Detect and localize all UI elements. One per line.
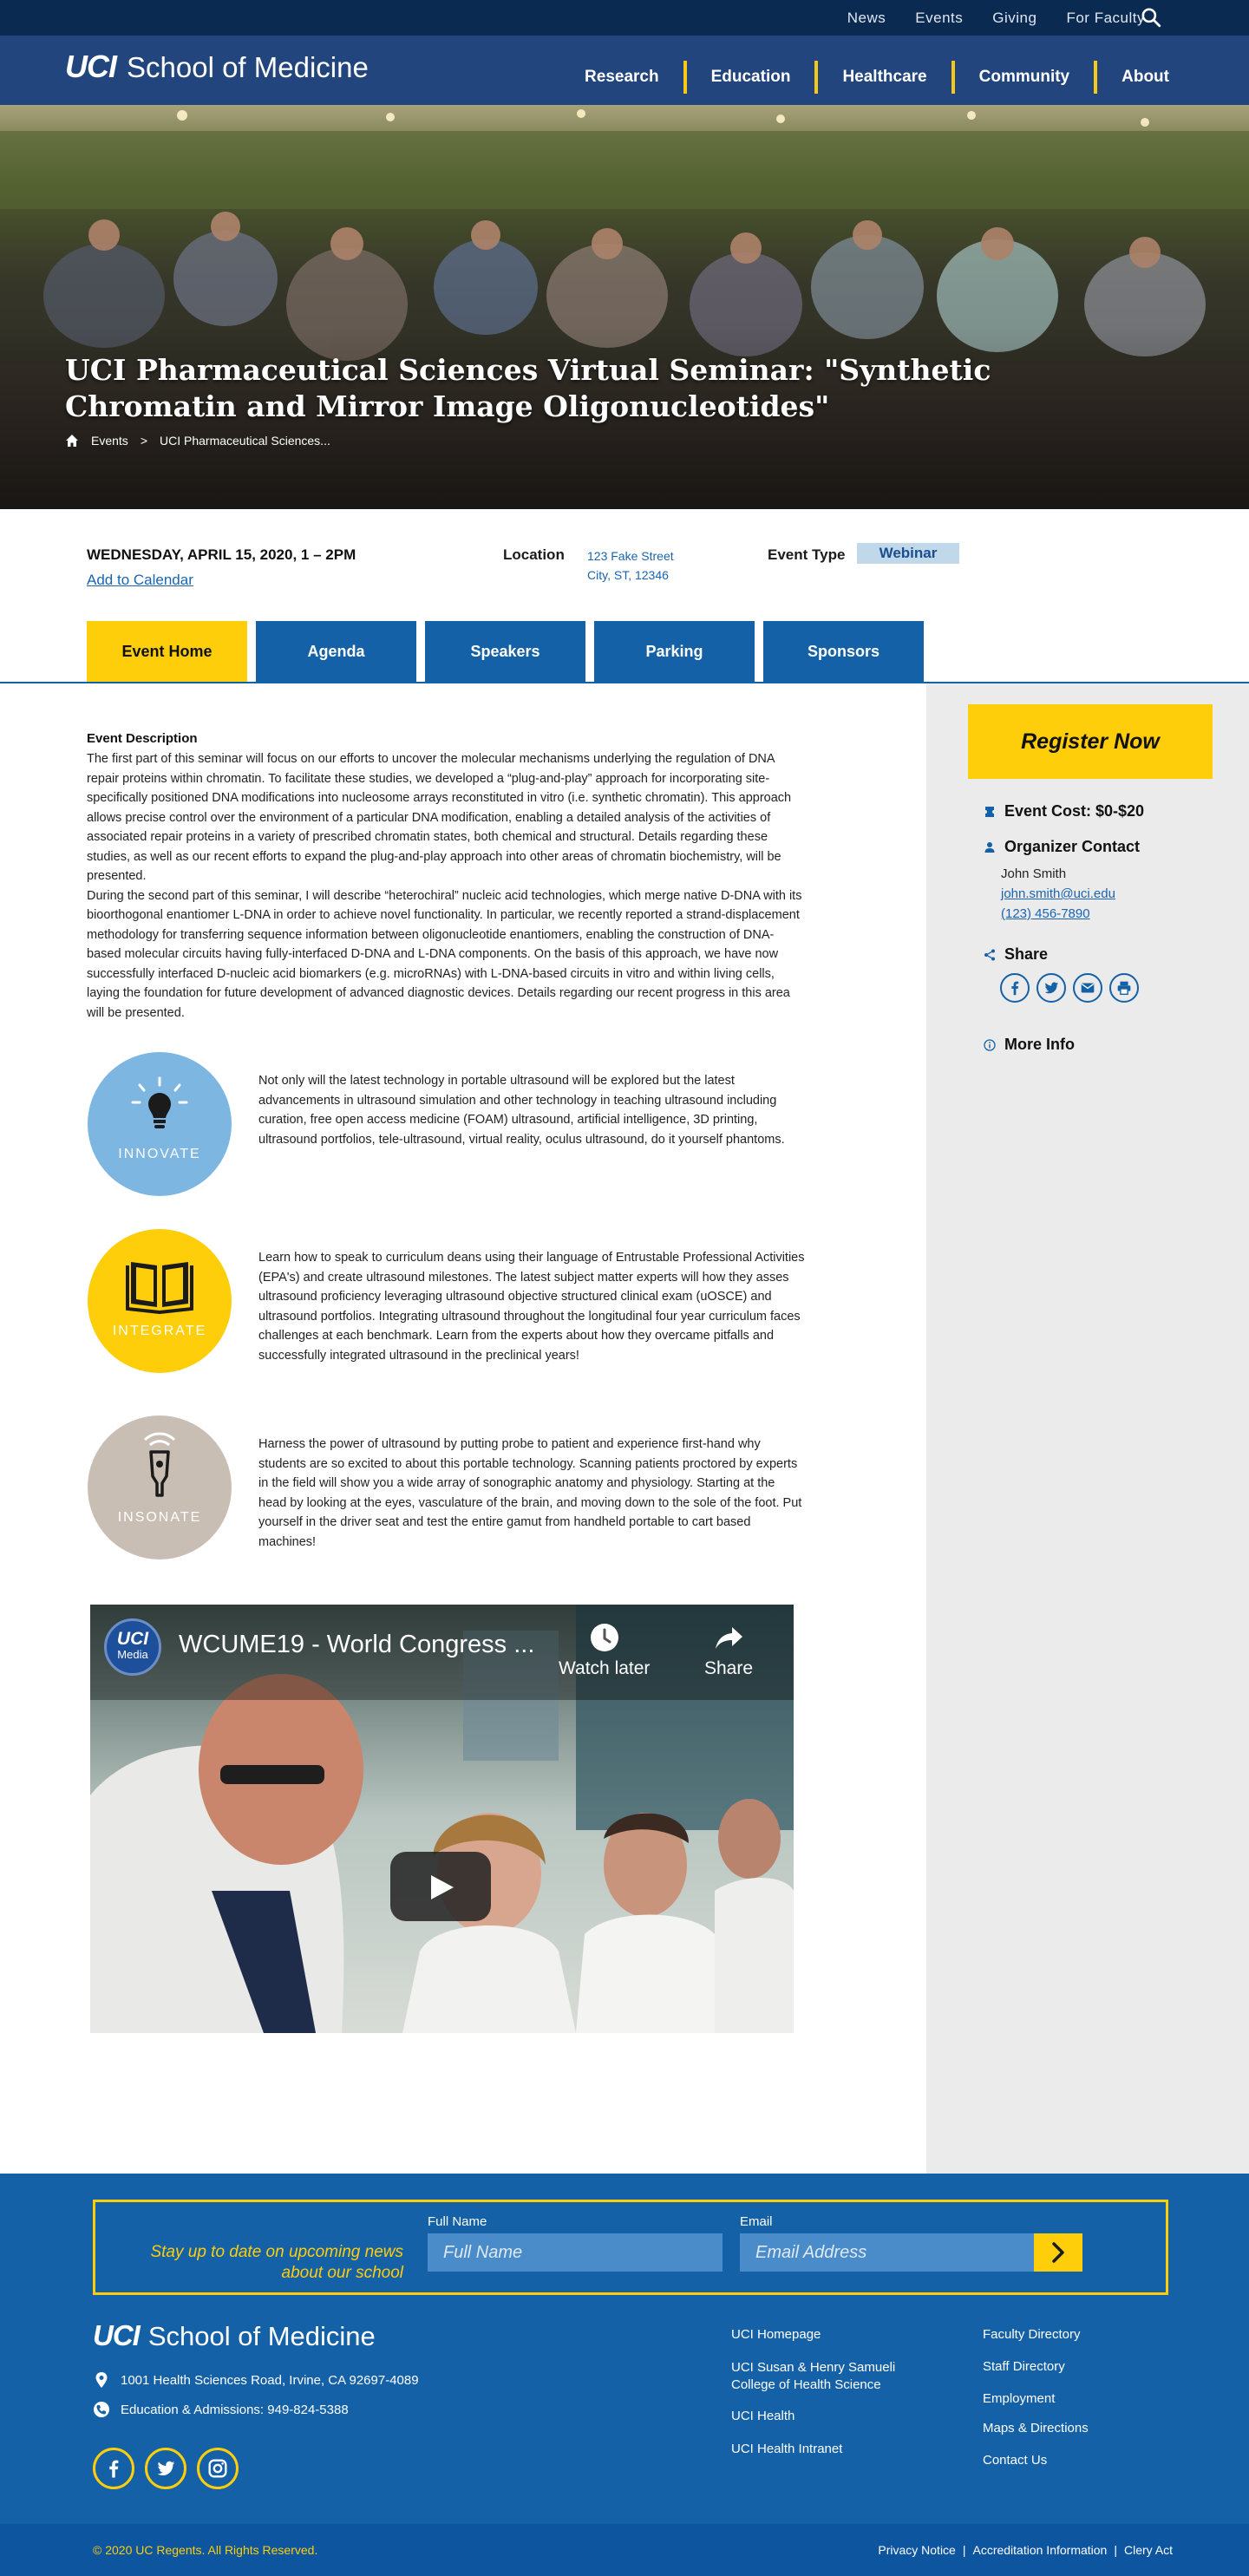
insonate-text: Harness the power of ultrasound by putting probe to patient and experience first-hand why students are so excited to about this portable technology. Scanning patients proctored by experts in the field will show you a wide array of sonographic anatomy and physiology. Starting at the head by looking at the eyes, vasculature of the brain, and moving down to the sole of the foot. Put yourself in the driver seat and test the entire gamut from handheld portable to cart based machines! [258, 1437, 802, 1549]
breadcrumb [65, 434, 330, 448]
add-to-calendar-link[interactable]: Add to Calendar [87, 572, 193, 588]
email-input[interactable]: Email Address [740, 2233, 1034, 2272]
location-label: Location [503, 546, 565, 563]
channel-avatar-line-2: Media [117, 1648, 148, 1661]
primary-nav [560, 61, 1169, 94]
organizer-phone-link[interactable]: (123) 456-7890 [1001, 906, 1090, 921]
footer-link-maps-directions[interactable]: Maps & Directions [983, 2421, 1089, 2435]
tab-parking[interactable]: Parking [594, 621, 755, 682]
twitter-icon [1042, 978, 1061, 997]
event-date: WEDNESDAY, APRIL 15, 2020, 1 – 2PM [87, 546, 356, 563]
footer-links-col-2 [983, 2326, 1156, 2469]
tab-event-home[interactable]: Event Home [87, 621, 247, 682]
ultrasound-probe-icon [88, 1415, 232, 1559]
legal-separator: | [1114, 2543, 1117, 2557]
phone-icon [93, 2401, 110, 2418]
insonate-label: INSONATE [117, 1510, 202, 1525]
footer-admissions-text: Education & Admissions: 949-824-5388 [121, 2402, 349, 2417]
footer-links-col-1 [731, 2326, 931, 2458]
ticket-icon [984, 806, 996, 818]
home-icon[interactable] [65, 434, 79, 448]
video-thumbnail [90, 1605, 794, 2033]
newsletter-submit-button[interactable] [1034, 2233, 1082, 2272]
organizer-email-link[interactable]: john.smith@uci.edu [1001, 886, 1115, 901]
description-paragraph: During the second part of this seminar, I will describe “heterochiral” nucleic acid technologies, which merge native D-DNA with its bioorthogonal enantiomer L-DNA in order to achieve novel functionality. In particular, we recently reported a strand-displacement methodology for transferring sequence information between oligonucleotide enantiomers, enabling the construction of DNA-based molecular circuits having fully-interfaced D-DNA and L-DNA components. On the basis of this approach, we have now successfully interfaced D-nucleic acid biomarkers (e.g. microRNAs) with L-DNA-based circuits in vitro and within living cells, laying the foundation for future development of advanced diagnostic devices. Details regarding our recent progress in this area will be presented. [87, 888, 802, 1020]
map-pin-icon [93, 2371, 110, 2389]
share-arrow-icon [713, 1622, 744, 1653]
footer-logo[interactable] [93, 2319, 376, 2352]
hero-photo [0, 105, 1249, 509]
full-name-input[interactable]: Full Name [428, 2233, 723, 2272]
main-header [0, 36, 1249, 105]
sidebar [926, 683, 1249, 2174]
clock-icon [589, 1622, 620, 1653]
location-line-1: 123 Fake Street [587, 549, 674, 563]
video-channel-avatar[interactable] [104, 1618, 161, 1676]
location-line-2: City, ST, 12346 [587, 568, 669, 582]
event-description [87, 749, 802, 1023]
utility-link-news[interactable]: News [847, 9, 886, 26]
share-email-button[interactable] [1073, 973, 1102, 1003]
event-tabs [87, 621, 924, 682]
share-facebook-button[interactable] [1000, 973, 1030, 1003]
site-logo[interactable] [65, 49, 369, 85]
breadcrumb-current: UCI Pharmaceutical Sciences... [160, 434, 330, 448]
tab-agenda[interactable]: Agenda [256, 621, 416, 682]
event-cost-text: Event Cost: $0-$20 [1004, 802, 1145, 820]
more-info-link[interactable] [984, 1036, 1075, 1054]
utility-link-events[interactable]: Events [915, 9, 964, 26]
footer-address-text: 1001 Health Sciences Road, Irvine, CA 92697-4089 [121, 2372, 419, 2388]
share-heading [984, 945, 1048, 964]
footer-social-links [93, 2448, 239, 2489]
event-type-badge: Webinar [857, 543, 959, 564]
full-name-label: Full Name [428, 2214, 487, 2229]
logo-school-name: School of Medicine [127, 51, 369, 83]
innovate-label: INNOVATE [118, 1147, 201, 1161]
chevron-right-icon [1046, 2240, 1070, 2265]
email-label: Email [740, 2214, 773, 2229]
envelope-icon [1078, 978, 1097, 997]
share-icon [984, 949, 996, 961]
tab-sponsors[interactable]: Sponsors [763, 621, 924, 682]
hero-banner [0, 105, 1249, 509]
search-icon[interactable] [1140, 6, 1162, 29]
integrate-badge [88, 1229, 232, 1373]
accreditation-link[interactable]: Accreditation Information [972, 2543, 1108, 2557]
nav-community[interactable]: Community [978, 68, 1070, 86]
utility-link-for-faculty[interactable]: For Faculty [1066, 9, 1145, 26]
integrate-text: Learn how to speak to curriculum deans using their language of Entrustable Professional Activities (EPA's) and create ultrasound milestones. The latest subject matter experts will how they asses ultrasound proficiency leveraging ultrasound objective structured clinical exam (uOSCE) and ultrasound portfolios. Integrating ultrasound throughout the longitudinal four year curriculum faces challenges at each benchmark. Learn from the experts about how they overcame pitfalls and successfully integrated ultrasound in the preclinical years! [258, 1251, 805, 1363]
footer-address [93, 2371, 419, 2389]
page-title: UCI Pharmaceutical Sciences Virtual Seminar: "Synthetic Chromatin and Mirror Image Oligonucleotides" [65, 353, 991, 423]
footer-facebook-link[interactable] [93, 2448, 134, 2489]
nav-about[interactable]: About [1121, 68, 1169, 86]
description-paragraph: The first part of this seminar will focus on our efforts to uncover the molecular mechanisms underlying the regulation of DNA repair proteins within chromatin. To facilitate these studies, we developed a “plug-and-play” approach for incorporating site-specifically positioned DNA modifications into nucleosome arrays reconstituted in vitro (i.e. synthetic chromatin). This approach allows precise control over the environment of a particular DNA modification, enabling a detailed analysis of the activities of associated repair proteins in a variety of prescribed chromatin states, both chemical and structural. Details regarding these studies, as well as our recent efforts to expand the plug-and-play approach into other areas of chromatin biochemistry, will be presented. [87, 752, 792, 883]
printer-icon [1115, 978, 1134, 997]
open-book-icon [88, 1229, 232, 1373]
breadcrumb-separator: > [140, 434, 147, 448]
video-share-button[interactable] [704, 1622, 753, 1679]
facebook-icon [1005, 978, 1024, 997]
footer-twitter-link[interactable] [145, 2448, 186, 2489]
event-cost [984, 802, 1144, 821]
organizer-name: John Smith [1001, 866, 1067, 881]
footer-link-uci-homepage[interactable]: UCI Homepage [731, 2327, 821, 2342]
share-print-button[interactable] [1109, 973, 1139, 1003]
legal-separator: | [962, 2543, 966, 2557]
play-button[interactable] [390, 1852, 491, 1921]
utility-bar [0, 0, 1249, 36]
footer-link-uci-health-intranet[interactable]: UCI Health Intranet [731, 2442, 843, 2456]
channel-avatar-line-1: UCI [116, 1629, 149, 1649]
privacy-notice-link[interactable]: Privacy Notice [878, 2543, 956, 2557]
nav-healthcare[interactable]: Healthcare [842, 68, 927, 86]
logo-uci: UCI [65, 49, 116, 84]
person-icon [984, 841, 996, 853]
share-heading-text: Share [1004, 945, 1049, 963]
play-icon [428, 1873, 455, 1901]
footer-logo-uci: UCI [93, 2319, 140, 2351]
copyright-bar [0, 2524, 1249, 2576]
register-now-button[interactable]: Register Now [968, 704, 1213, 779]
newsletter-prompt: Stay up to date on upcoming news about our school [150, 2243, 403, 2282]
watch-later-label: Watch later [559, 1658, 651, 1678]
clery-act-link[interactable]: Clery Act [1123, 2543, 1173, 2557]
twitter-icon [154, 2456, 178, 2481]
more-info-text: More Info [1004, 1036, 1075, 1053]
newsletter-signup [93, 2200, 1168, 2295]
site-footer [0, 2174, 1249, 2524]
footer-link-faculty-directory[interactable]: Faculty Directory [983, 2327, 1081, 2342]
insonate-badge [88, 1415, 232, 1559]
event-description-heading: Event Description [87, 731, 198, 746]
facebook-icon [101, 2456, 126, 2481]
innovate-text: Not only will the latest technology in portable ultrasound will be explored but the latest advancements in ultrasound simulation and other technology in teaching ultrasound including curation, free open access medicine (FOAM) ultrasound, artificial intelligence, 3D printing, ultrasound portfolios, tele-ultrasound, virtual reality, oculus ultrasound, do it yourself phantoms. [258, 1074, 785, 1147]
tab-speakers[interactable]: Speakers [425, 621, 585, 682]
nav-education[interactable]: Education [710, 68, 791, 86]
utility-link-giving[interactable]: Giving [992, 9, 1037, 26]
nav-research[interactable]: Research [585, 68, 659, 86]
footer-link-samueli-college[interactable]: UCI Susan & Henry Samueli College of Health Science [731, 2360, 896, 2392]
utility-nav [847, 0, 1145, 36]
lightbulb-icon [88, 1052, 232, 1196]
footer-logo-school-name: School of Medicine [147, 2321, 376, 2351]
video-player[interactable] [90, 1605, 794, 2033]
copyright-text: © 2020 UC Regents. All Rights Reserved. [93, 2543, 318, 2557]
footer-link-uci-health[interactable]: UCI Health [731, 2409, 795, 2423]
instagram-icon [206, 2456, 230, 2481]
footer-link-employment[interactable]: Employment [983, 2391, 1056, 2406]
innovate-badge [88, 1052, 232, 1196]
footer-link-contact-us[interactable]: Contact Us [983, 2453, 1048, 2468]
footer-link-staff-directory[interactable]: Staff Directory [983, 2359, 1065, 2374]
video-share-label: Share [704, 1658, 754, 1678]
location-address[interactable] [587, 546, 674, 585]
watch-later-button[interactable] [559, 1622, 650, 1679]
video-title[interactable]: WCUME19 - World Congress ... [179, 1631, 535, 1658]
integrate-label: INTEGRATE [112, 1324, 207, 1338]
footer-instagram-link[interactable] [197, 2448, 239, 2489]
info-icon [984, 1039, 996, 1051]
event-type-label: Event Type [768, 546, 846, 563]
breadcrumb-events[interactable]: Events [91, 434, 128, 448]
share-twitter-button[interactable] [1036, 973, 1066, 1003]
organizer-heading [984, 838, 1140, 856]
organizer-heading-text: Organizer Contact [1004, 838, 1141, 855]
legal-links [878, 2543, 1173, 2557]
footer-admissions [93, 2401, 349, 2418]
share-buttons [1000, 973, 1139, 1003]
